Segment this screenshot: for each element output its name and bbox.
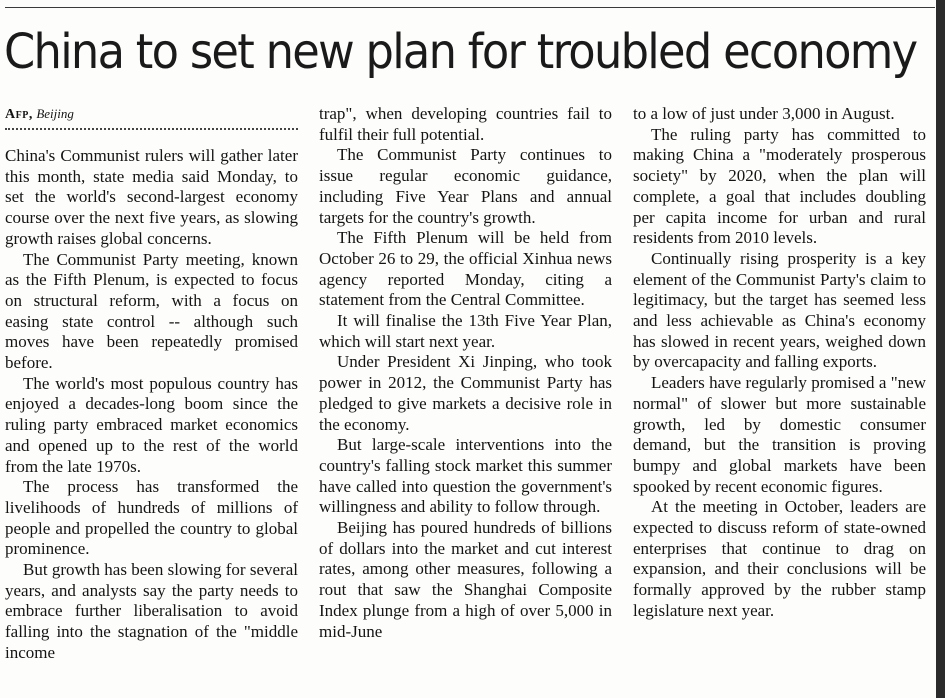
paragraph: Beijing has poured hundreds of billions of dollars into the market and cut interest rates, among other measures, following a rout that saw the Shanghai Composite Index plunge from a high of over 5,000 in mid-June (319, 518, 612, 641)
paragraph: The Fifth Plenum will be held from October 26 to 29, the official Xinhua news agency reported Monday, citing a statement from the Central Committee. (319, 228, 612, 310)
paragraph: It will finalise the 13th Five Year Plan, which will start next year. (319, 311, 612, 351)
byline-place: Beijing (36, 106, 74, 121)
byline-agency: Afp, (5, 107, 33, 122)
page-edge (936, 0, 945, 698)
paragraph: But large-scale interventions into the country's falling stock market this summer have called into question the government's willingness and ability to follow through. (319, 435, 612, 517)
byline (5, 106, 74, 123)
paragraph-continued: to a low of just under 3,000 in August. (633, 104, 895, 123)
top-rule (5, 7, 935, 8)
article-column-2 (319, 104, 612, 642)
paragraph: The ruling party has committed to making China a "moderately prosperous society" by 2020, when the plan will complete, a goal that includes doubling per capita income for urban and rural residents from 2010 levels. (633, 124, 926, 248)
article-column-3 (633, 104, 926, 622)
paragraph-continued: trap", when developing countries fail to fulfil their full potential. (319, 104, 612, 144)
paragraph: The world's most populous country has enjoyed a decades-long boom since the ruling party embraced market economics and opened up to the rest of the world from the late 1970s. (5, 373, 298, 476)
headline: China to set new plan for troubled economy (4, 22, 917, 81)
paragraph: The Communist Party continues to issue regular economic guidance, including Five Year Plans and annual targets for the country's growth. (319, 145, 612, 227)
paragraph: China's Communist rulers will gather later this month, state media said Monday, to set the world's second-largest economy course over the next five years, as slowing growth raises global concerns. (5, 146, 298, 248)
paragraph: But growth has been slowing for several years, and analysts say the party needs to embrace further liberalisation to avoid falling into the stagnation of the "middle income (5, 560, 298, 662)
paragraph: The process has transformed the livelihoods of hundreds of millions of people and propelled the country to global prominence. (5, 477, 298, 559)
paragraph: At the meeting in October, leaders are expected to discuss reform of state-owned enterprises that continue to drag on expansion, and their conclusions will be formally approved by the rubber stamp legislature next year. (633, 497, 926, 620)
paragraph: Leaders have regularly promised a "new normal" of slower but more sustainable growth, led by domestic consumer demand, but the transition is proving bumpy and global markets have been spooked by recent economic figures. (633, 373, 926, 496)
paragraph: The Communist Party meeting, known as the Fifth Plenum, is expected to focus on structural reform, with a focus on easing state control -- although such moves have been repeatedly promised before. (5, 249, 298, 373)
paragraph: Under President Xi Jinping, who took power in 2012, the Communist Party has pledged to give markets a decisive role in the economy. (319, 352, 612, 434)
paragraph: Continually rising prosperity is a key element of the Communist Party's claim to legitimacy, but the target has seemed less and less achievable as China's economy has slowed in recent years, weighed down by overcapacity and falling exports. (633, 248, 926, 372)
byline-divider (5, 128, 298, 130)
article-column-1 (5, 146, 298, 664)
